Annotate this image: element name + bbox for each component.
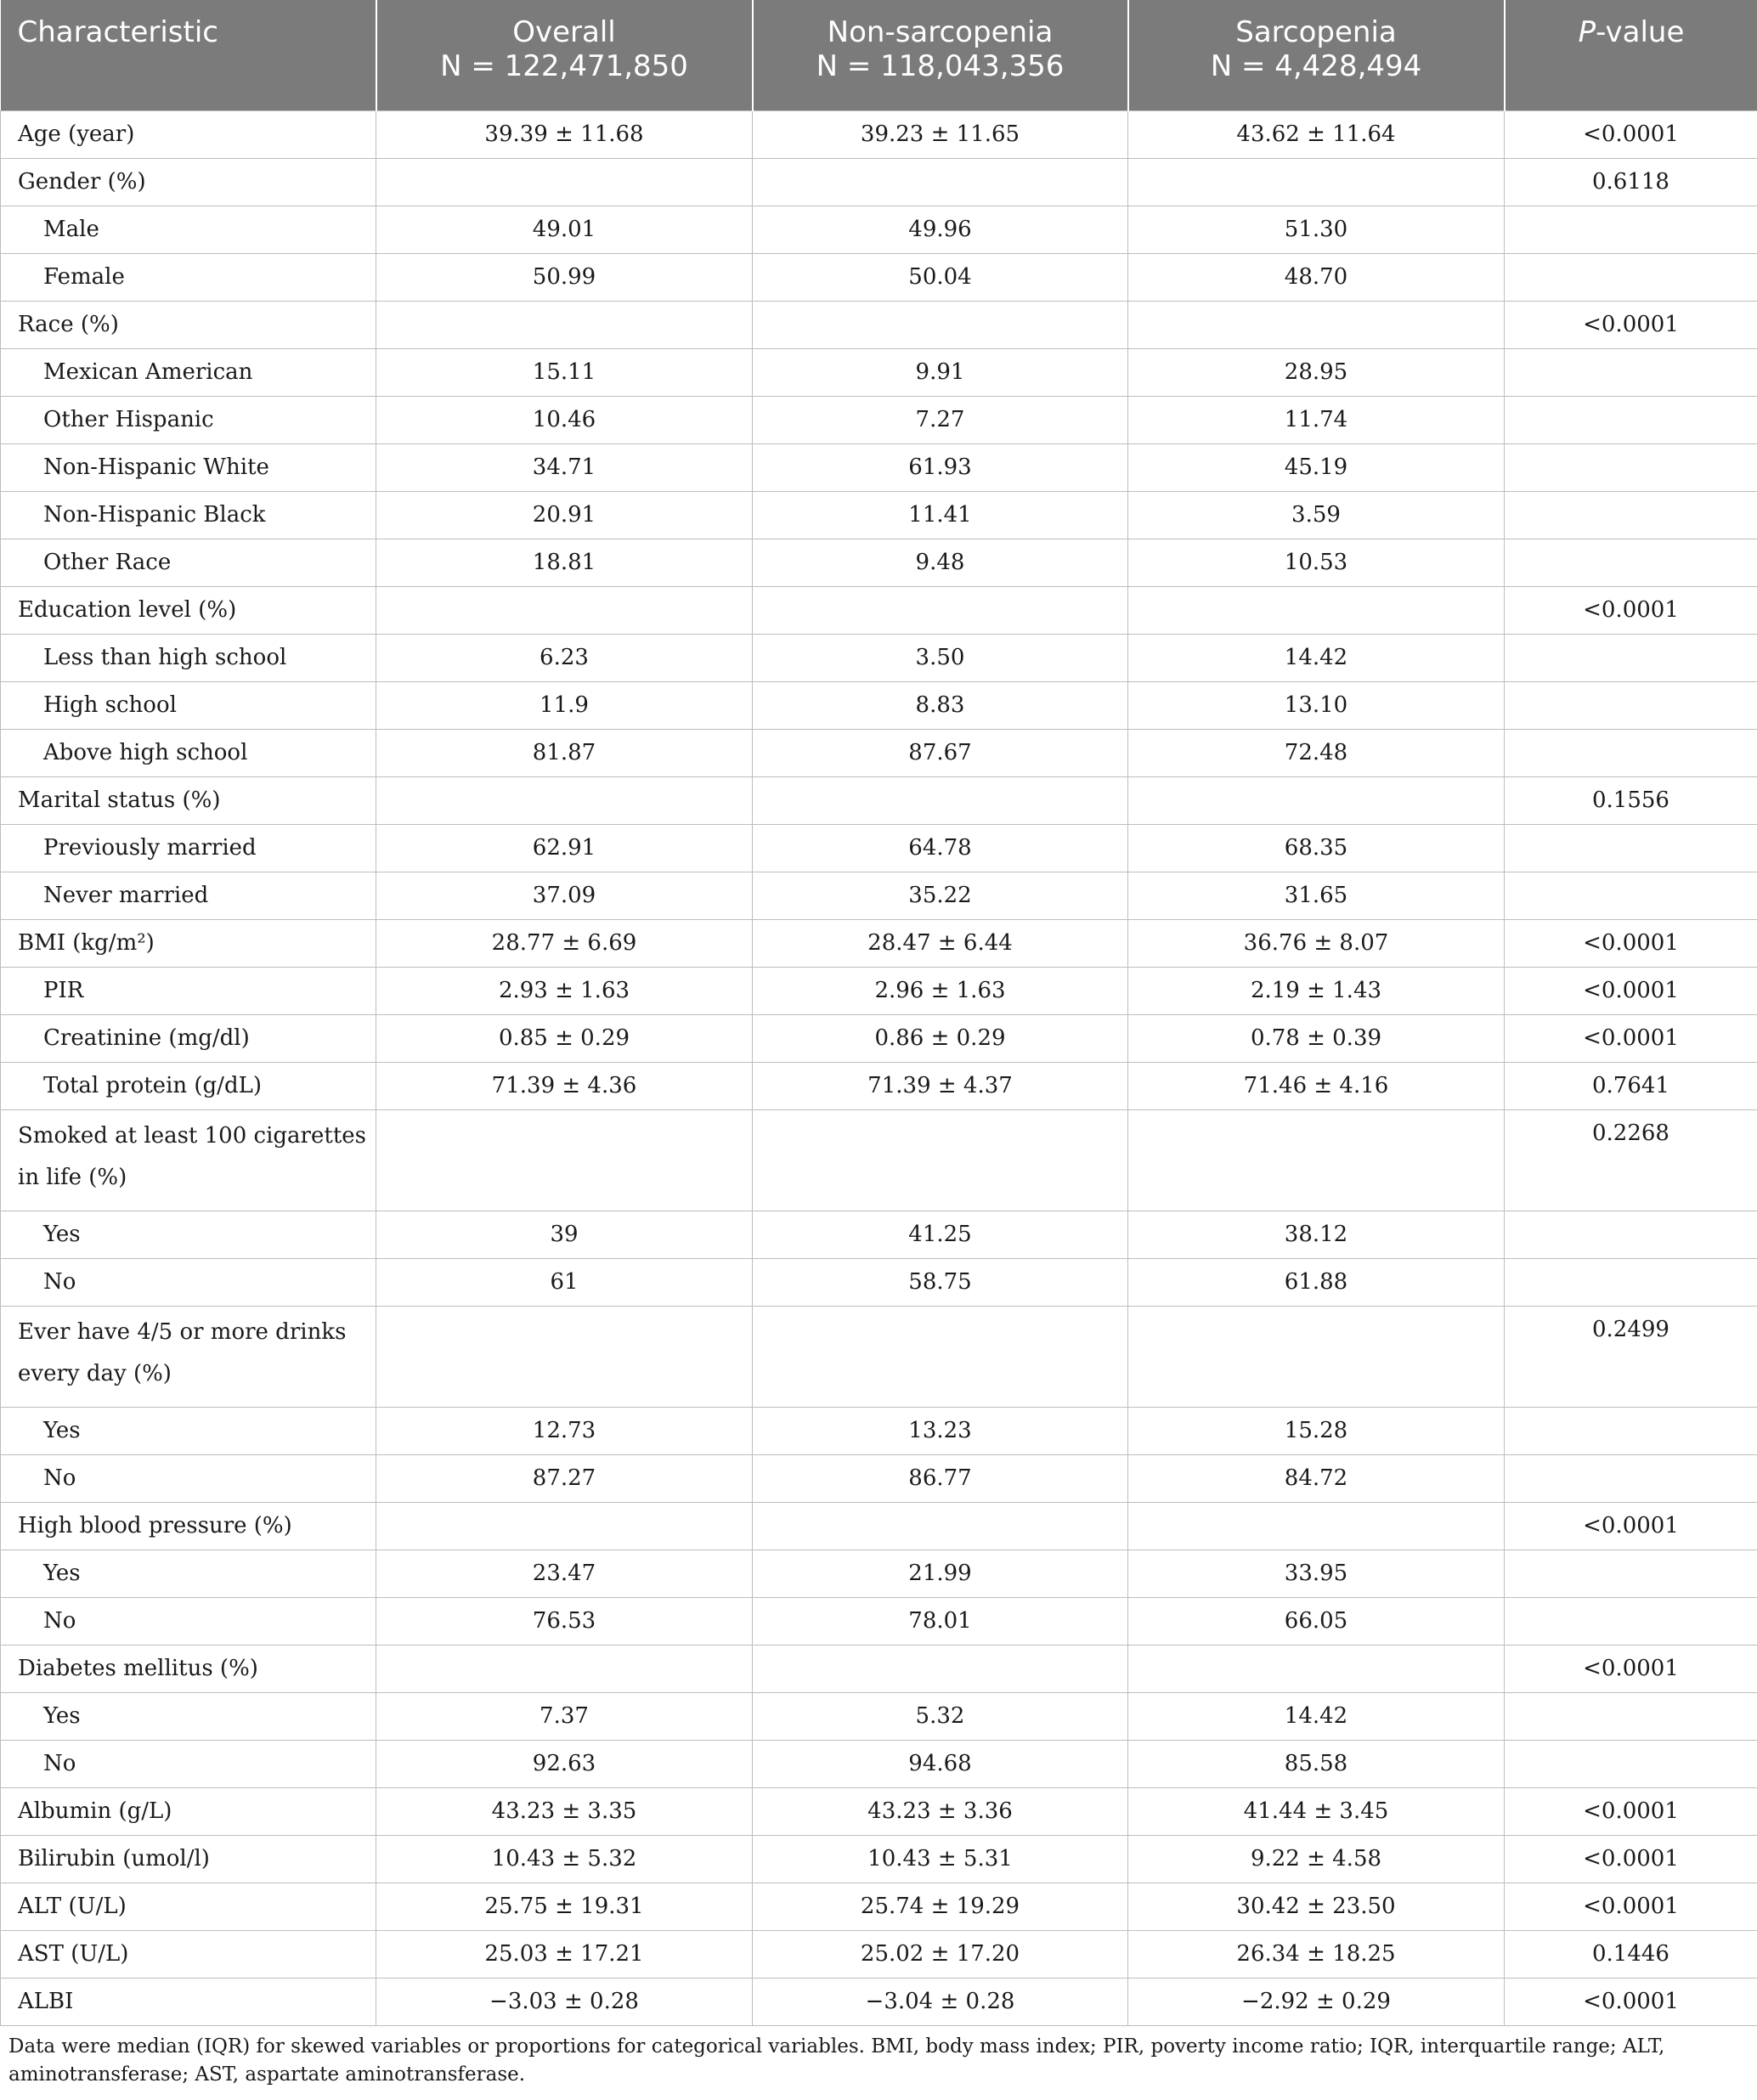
cell-sarcopenia: 41.44 ± 3.45 (1128, 1788, 1505, 1836)
header-p-italic: P (1578, 15, 1596, 49)
table-row (1, 1741, 1757, 1788)
cell-sarcopenia: 72.48 (1128, 730, 1505, 777)
cell-p-value: <0.0001 (1505, 1836, 1757, 1883)
cell-p-value (1505, 397, 1757, 444)
cell-non-sarcopenia: 25.74 ± 19.29 (753, 1883, 1128, 1931)
cell-sarcopenia (1128, 302, 1505, 349)
row-label: Gender (%) (1, 159, 376, 206)
row-label: Race (%) (1, 302, 376, 349)
row-label: Other Hispanic (1, 397, 376, 444)
table-row (1, 777, 1757, 825)
cell-overall: 11.9 (376, 682, 753, 730)
table-row (1, 539, 1757, 587)
table-row (1, 968, 1757, 1015)
row-label: Smoked at least 100 cigarettes in life (%) (1, 1110, 376, 1211)
cell-non-sarcopenia (753, 777, 1128, 825)
header-overall-title: Overall (512, 15, 616, 49)
table-row (1, 1110, 1757, 1211)
row-label: Yes (1, 1693, 376, 1741)
cell-sarcopenia: 33.95 (1128, 1550, 1505, 1598)
cell-overall: 92.63 (376, 1741, 753, 1788)
row-label: Never married (1, 872, 376, 920)
cell-non-sarcopenia: 28.47 ± 6.44 (753, 920, 1128, 968)
cell-non-sarcopenia (753, 1503, 1128, 1550)
cell-non-sarcopenia (753, 1646, 1128, 1693)
cell-overall: 0.85 ± 0.29 (376, 1015, 753, 1063)
cell-non-sarcopenia: 49.96 (753, 206, 1128, 254)
table-row (1, 1836, 1757, 1883)
cell-overall (376, 302, 753, 349)
cell-overall: 49.01 (376, 206, 753, 254)
table-row (1, 1259, 1757, 1307)
cell-non-sarcopenia (753, 302, 1128, 349)
row-label: Marital status (%) (1, 777, 376, 825)
cell-sarcopenia: 0.78 ± 0.39 (1128, 1015, 1505, 1063)
cell-overall: 28.77 ± 6.69 (376, 920, 753, 968)
cell-p-value: <0.0001 (1505, 920, 1757, 968)
cell-sarcopenia: 51.30 (1128, 206, 1505, 254)
cell-non-sarcopenia: 50.04 (753, 254, 1128, 302)
cell-non-sarcopenia: 9.91 (753, 349, 1128, 397)
table-row (1, 825, 1757, 872)
cell-overall: 2.93 ± 1.63 (376, 968, 753, 1015)
cell-overall: 43.23 ± 3.35 (376, 1788, 753, 1836)
row-label: Yes (1, 1408, 376, 1455)
row-label: Total protein (g/dL) (1, 1063, 376, 1110)
cell-p-value (1505, 539, 1757, 587)
row-label: Male (1, 206, 376, 254)
cell-overall: 10.46 (376, 397, 753, 444)
cell-overall (376, 777, 753, 825)
table-row (1, 1015, 1757, 1063)
row-label: Other Race (1, 539, 376, 587)
cell-p-value: <0.0001 (1505, 1788, 1757, 1836)
row-label: Ever have 4/5 or more drinks every day (%) (1, 1307, 376, 1408)
cell-non-sarcopenia: 94.68 (753, 1741, 1128, 1788)
footnote: Data were median (IQR) for skewed variables or proportions for categorical variables. BMI, body mass index; PIR, poverty income ratio; IQR, interquartile range; ALT, aminotransferase; AST, aspartate aminotransferase. (8, 2035, 1665, 2086)
cell-non-sarcopenia: 78.01 (753, 1598, 1128, 1646)
cell-p-value (1505, 1455, 1757, 1503)
header-p-rest: -value (1596, 15, 1685, 49)
cell-sarcopenia: 84.72 (1128, 1455, 1505, 1503)
table-body (1, 111, 1757, 2026)
table-row (1, 1646, 1757, 1693)
cell-p-value: <0.0001 (1505, 1015, 1757, 1063)
cell-non-sarcopenia: 41.25 (753, 1211, 1128, 1259)
cell-p-value (1505, 730, 1757, 777)
cell-overall: 10.43 ± 5.32 (376, 1836, 753, 1883)
cell-sarcopenia: 48.70 (1128, 254, 1505, 302)
cell-sarcopenia: 11.74 (1128, 397, 1505, 444)
cell-p-value (1505, 1259, 1757, 1307)
table-row (1, 111, 1757, 159)
cell-p-value: <0.0001 (1505, 1883, 1757, 1931)
cell-overall: 7.37 (376, 1693, 753, 1741)
row-label: Non-Hispanic White (1, 444, 376, 492)
row-label: Yes (1, 1211, 376, 1259)
table-row (1, 492, 1757, 539)
cell-p-value: <0.0001 (1505, 587, 1757, 635)
row-label: Non-Hispanic Black (1, 492, 376, 539)
cell-overall: 6.23 (376, 635, 753, 682)
table-row (1, 1550, 1757, 1598)
row-label: PIR (1, 968, 376, 1015)
table-row (1, 682, 1757, 730)
row-label: Above high school (1, 730, 376, 777)
row-label: Mexican American (1, 349, 376, 397)
cell-sarcopenia (1128, 1110, 1505, 1211)
cell-non-sarcopenia: 5.32 (753, 1693, 1128, 1741)
cell-p-value (1505, 635, 1757, 682)
row-label: Female (1, 254, 376, 302)
row-label: ALT (U/L) (1, 1883, 376, 1931)
cell-p-value (1505, 206, 1757, 254)
header-non-title: Non-sarcopenia (827, 15, 1054, 49)
cell-p-value: <0.0001 (1505, 302, 1757, 349)
cell-non-sarcopenia: 21.99 (753, 1550, 1128, 1598)
row-label: Creatinine (mg/dl) (1, 1015, 376, 1063)
cell-sarcopenia: 14.42 (1128, 1693, 1505, 1741)
cell-p-value (1505, 682, 1757, 730)
cell-sarcopenia (1128, 1646, 1505, 1693)
table-row (1, 206, 1757, 254)
cell-non-sarcopenia (753, 1307, 1128, 1408)
cell-non-sarcopenia: 35.22 (753, 872, 1128, 920)
cell-sarcopenia: 45.19 (1128, 444, 1505, 492)
cell-sarcopenia: 85.58 (1128, 1741, 1505, 1788)
cell-non-sarcopenia (753, 587, 1128, 635)
header-row (1, 0, 1757, 111)
table-row (1, 1503, 1757, 1550)
row-label: ALBI (1, 1979, 376, 2026)
row-label: Albumin (g/L) (1, 1788, 376, 1836)
cell-p-value: 0.2268 (1505, 1110, 1757, 1211)
cell-sarcopenia: 2.19 ± 1.43 (1128, 968, 1505, 1015)
cell-sarcopenia: 15.28 (1128, 1408, 1505, 1455)
cell-non-sarcopenia: 43.23 ± 3.36 (753, 1788, 1128, 1836)
cell-sarcopenia: 66.05 (1128, 1598, 1505, 1646)
row-label: Yes (1, 1550, 376, 1598)
cell-p-value (1505, 825, 1757, 872)
cell-overall: 25.75 ± 19.31 (376, 1883, 753, 1931)
cell-non-sarcopenia: 8.83 (753, 682, 1128, 730)
cell-overall: 25.03 ± 17.21 (376, 1931, 753, 1979)
table-row (1, 635, 1757, 682)
row-label: Age (year) (1, 111, 376, 159)
cell-p-value (1505, 254, 1757, 302)
cell-p-value: 0.7641 (1505, 1063, 1757, 1110)
cell-p-value: 0.1446 (1505, 1931, 1757, 1979)
cell-sarcopenia: 26.34 ± 18.25 (1128, 1931, 1505, 1979)
cell-overall: 15.11 (376, 349, 753, 397)
cell-p-value: <0.0001 (1505, 111, 1757, 159)
cell-non-sarcopenia: 61.93 (753, 444, 1128, 492)
cell-p-value: 0.1556 (1505, 777, 1757, 825)
table-row (1, 587, 1757, 635)
table-row (1, 1883, 1757, 1931)
cell-sarcopenia: 71.46 ± 4.16 (1128, 1063, 1505, 1110)
row-label: Less than high school (1, 635, 376, 682)
row-label: High school (1, 682, 376, 730)
cell-non-sarcopenia: 11.41 (753, 492, 1128, 539)
row-label: High blood pressure (%) (1, 1503, 376, 1550)
cell-overall: 76.53 (376, 1598, 753, 1646)
cell-sarcopenia: 61.88 (1128, 1259, 1505, 1307)
cell-overall (376, 1307, 753, 1408)
cell-sarcopenia (1128, 1307, 1505, 1408)
table-row (1, 872, 1757, 920)
table-row (1, 1307, 1757, 1408)
cell-non-sarcopenia: −3.04 ± 0.28 (753, 1979, 1128, 2026)
cell-overall: 71.39 ± 4.36 (376, 1063, 753, 1110)
cell-non-sarcopenia: 58.75 (753, 1259, 1128, 1307)
cell-non-sarcopenia: 71.39 ± 4.37 (753, 1063, 1128, 1110)
cell-overall: 62.91 (376, 825, 753, 872)
cell-non-sarcopenia: 3.50 (753, 635, 1128, 682)
header-p-value (1505, 0, 1757, 111)
cell-p-value (1505, 872, 1757, 920)
cell-overall: 50.99 (376, 254, 753, 302)
row-label: Previously married (1, 825, 376, 872)
table-row (1, 444, 1757, 492)
cell-overall (376, 1503, 753, 1550)
table-row (1, 1211, 1757, 1259)
cell-sarcopenia: 36.76 ± 8.07 (1128, 920, 1505, 968)
row-label: AST (U/L) (1, 1931, 376, 1979)
cell-sarcopenia: 14.42 (1128, 635, 1505, 682)
cell-overall: 81.87 (376, 730, 753, 777)
cell-non-sarcopenia: 7.27 (753, 397, 1128, 444)
table-row (1, 302, 1757, 349)
cell-non-sarcopenia (753, 1110, 1128, 1211)
cell-sarcopenia: 28.95 (1128, 349, 1505, 397)
table-row (1, 254, 1757, 302)
table-row (1, 1693, 1757, 1741)
row-label: Bilirubin (umol/l) (1, 1836, 376, 1883)
header-overall-n: N = 122,471,850 (440, 49, 688, 83)
cell-p-value (1505, 1693, 1757, 1741)
row-label: No (1, 1455, 376, 1503)
cell-p-value: <0.0001 (1505, 968, 1757, 1015)
header-non-n: N = 118,043,356 (816, 49, 1065, 83)
table-row (1, 1455, 1757, 1503)
table-row (1, 1788, 1757, 1836)
cell-p-value: 0.2499 (1505, 1307, 1757, 1408)
cell-sarcopenia: 9.22 ± 4.58 (1128, 1836, 1505, 1883)
cell-p-value (1505, 1598, 1757, 1646)
row-label: Diabetes mellitus (%) (1, 1646, 376, 1693)
cell-overall: 20.91 (376, 492, 753, 539)
table-row (1, 1408, 1757, 1455)
cell-p-value (1505, 1550, 1757, 1598)
cell-non-sarcopenia: 9.48 (753, 539, 1128, 587)
cell-non-sarcopenia: 25.02 ± 17.20 (753, 1931, 1128, 1979)
cell-p-value: 0.6118 (1505, 159, 1757, 206)
cell-p-value: <0.0001 (1505, 1979, 1757, 2026)
cell-non-sarcopenia (753, 159, 1128, 206)
cell-overall (376, 587, 753, 635)
header-sarc-title: Sarcopenia (1235, 15, 1397, 49)
cell-sarcopenia: 31.65 (1128, 872, 1505, 920)
cell-overall: 34.71 (376, 444, 753, 492)
cell-sarcopenia: 30.42 ± 23.50 (1128, 1883, 1505, 1931)
cell-non-sarcopenia: 13.23 (753, 1408, 1128, 1455)
cell-non-sarcopenia: 2.96 ± 1.63 (753, 968, 1128, 1015)
row-label: No (1, 1259, 376, 1307)
table-row (1, 730, 1757, 777)
cell-sarcopenia (1128, 1503, 1505, 1550)
header-overall (376, 0, 753, 111)
cell-overall: 12.73 (376, 1408, 753, 1455)
cell-sarcopenia: 38.12 (1128, 1211, 1505, 1259)
table-row (1, 920, 1757, 968)
header-sarc-n: N = 4,428,494 (1210, 49, 1422, 83)
cell-sarcopenia: 13.10 (1128, 682, 1505, 730)
cell-sarcopenia (1128, 159, 1505, 206)
cell-non-sarcopenia: 0.86 ± 0.29 (753, 1015, 1128, 1063)
cell-non-sarcopenia: 39.23 ± 11.65 (753, 111, 1128, 159)
cell-p-value: <0.0001 (1505, 1646, 1757, 1693)
cell-overall: −3.03 ± 0.28 (376, 1979, 753, 2026)
table-row (1, 1931, 1757, 1979)
row-label: No (1, 1598, 376, 1646)
cell-p-value (1505, 492, 1757, 539)
cell-overall: 87.27 (376, 1455, 753, 1503)
cell-overall (376, 1110, 753, 1211)
cell-p-value (1505, 349, 1757, 397)
cell-p-value (1505, 1408, 1757, 1455)
cell-overall: 39 (376, 1211, 753, 1259)
cell-non-sarcopenia: 64.78 (753, 825, 1128, 872)
table-row (1, 1979, 1757, 2026)
header-non-sarcopenia (753, 0, 1128, 111)
header-sarcopenia (1128, 0, 1505, 111)
table-row (1, 1598, 1757, 1646)
cell-p-value: <0.0001 (1505, 1503, 1757, 1550)
cell-non-sarcopenia: 87.67 (753, 730, 1128, 777)
cell-p-value (1505, 1741, 1757, 1788)
table-row (1, 397, 1757, 444)
table-row (1, 349, 1757, 397)
header-characteristic: Characteristic (1, 0, 376, 111)
cell-sarcopenia: 10.53 (1128, 539, 1505, 587)
cell-p-value (1505, 444, 1757, 492)
table-row (1, 159, 1757, 206)
cell-overall (376, 1646, 753, 1693)
cell-sarcopenia (1128, 587, 1505, 635)
cell-sarcopenia (1128, 777, 1505, 825)
cell-sarcopenia: −2.92 ± 0.29 (1128, 1979, 1505, 2026)
cell-overall (376, 159, 753, 206)
cell-overall: 23.47 (376, 1550, 753, 1598)
row-label: Education level (%) (1, 587, 376, 635)
cell-non-sarcopenia: 10.43 ± 5.31 (753, 1836, 1128, 1883)
table-row (1, 1063, 1757, 1110)
cell-overall: 37.09 (376, 872, 753, 920)
cell-p-value (1505, 1211, 1757, 1259)
cell-sarcopenia: 43.62 ± 11.64 (1128, 111, 1505, 159)
row-label: No (1, 1741, 376, 1788)
cell-sarcopenia: 3.59 (1128, 492, 1505, 539)
row-label: BMI (kg/m²) (1, 920, 376, 968)
cell-overall: 39.39 ± 11.68 (376, 111, 753, 159)
cell-overall: 61 (376, 1259, 753, 1307)
cell-sarcopenia: 68.35 (1128, 825, 1505, 872)
cell-overall: 18.81 (376, 539, 753, 587)
cell-non-sarcopenia: 86.77 (753, 1455, 1128, 1503)
